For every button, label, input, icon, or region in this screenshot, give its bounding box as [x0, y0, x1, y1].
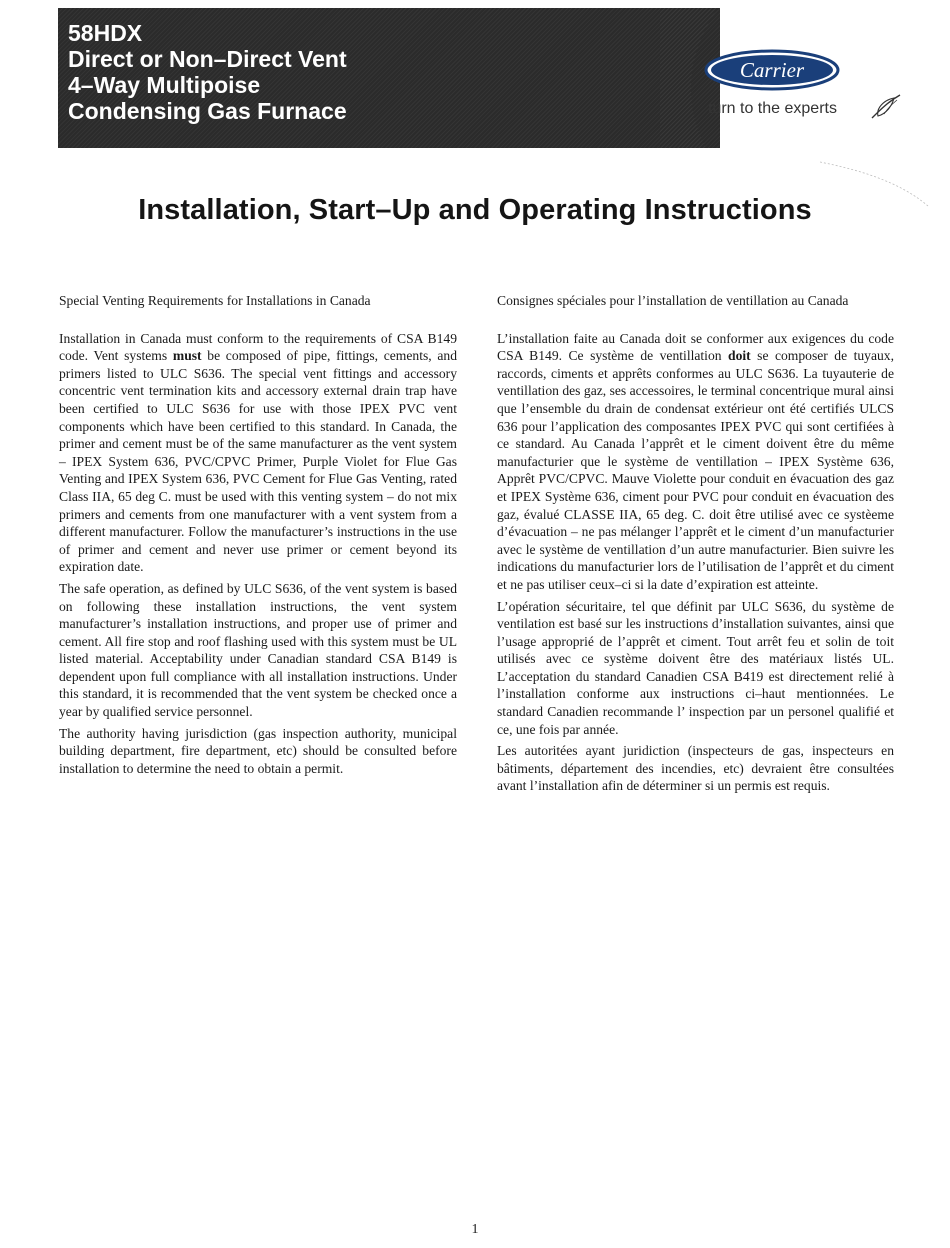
page-number: 1: [471, 1222, 479, 1237]
product-title-block: [68, 20, 347, 124]
french-paragraph-2: L’opération sécuritaire, tel que définit par ULC S636, du système de ventilation est basé sur les instructions d’installation suivantes, ainsi que l’usage approprié de l’apprêt et ciment. Tout arrêt feu et solin de toit utilisés avec ce système doivent être des matériaux listés UL. L’acceptation du standard Canadien CSA B419 est directement relié à l’installation conforme aux instructions ci–haut mentionnées. Le standard Canadien recommande l’ inspection par un personel qualifié et ce, une fois par année.: [497, 598, 894, 737]
english-paragraph-1: [59, 330, 457, 576]
text-span: se composer de tuyaux, raccords, ciments et apprêts conformes au ULC S636. La tuyauterie de ventillation des gaz, ses accessoires, le terminal concentrique mural ainsi que l’ensemble du drain de condensat extérieur ont été certifiés ULCS 636 pour l’application des composantes IPEX PVC qui sont certifiées à ce standard. Au Canada l’apprêt et le ciment doivent être du même manufacturier que le système de ventillation – IPEX Système 636, Apprêt PVC/CPVC. Mauve Violette pour conduit en évacuation des gaz et IPEX Système 636, ciment pour PVC pour conduit en évacuation des gaz, évalué CLASSE IIA, 65 deg. C. doit être utilisé avec ce systèeme d’évacuation – ne pas mélanger l’apprêt et le ciment d’un manufacturier avec le système de ventillation d’un autre manufacturier. Bien suivre les indications du manufacturier lors de l’utilisation de l’apprêt et du ciment et ne pas utiliser ceux–ci si la date d’expiration est atteinte.: [497, 348, 894, 592]
document-title: Installation, Start–Up and Operating Instructions: [138, 194, 812, 226]
leaf-signature-icon: [870, 92, 904, 122]
emphasis-doit: doit: [728, 348, 751, 364]
product-line-4: Condensing Gas Furnace: [68, 98, 347, 124]
english-heading: Special Venting Requirements for Installations in Canada: [59, 293, 371, 308]
french-paragraph-3: Les autoritées ayant juridiction (inspecteurs de gas, inspecteurs en bâtiments, département des incendies, etc) devraient être consultées avant l’installation afin de déterminer si un permis est requis.: [497, 743, 894, 794]
brand-name: Carrier: [739, 58, 805, 82]
model-number: 58HDX: [68, 20, 143, 46]
english-paragraph-3: The authority having jurisdiction (gas inspection authority, municipal building department, fire department, etc) should be consulted before installation to determine the need to obtain a permit.: [59, 725, 457, 776]
emphasis-must: must: [172, 348, 202, 364]
french-paragraph-1: [497, 330, 894, 594]
tagline: turn to the experts: [708, 100, 837, 117]
french-heading: Consignes spéciales pour l’installation de ventillation au Canada: [497, 293, 849, 308]
french-column: [497, 292, 894, 799]
text-span: be composed of pipe, fittings, cements, and primers listed to ULC S636. The special vent fittings and accessory concentric vent termination kits and accessory external drain trap have been certified to ULC S636 for use with those IPEX PVC vent components which have been certified to this standard. In Canada, the primer and cement must be of the same manufacturer as the vent system – IPEX System 636, PVC/CPVC Primer, Purple Violet for Flue Gas Venting and IPEX System 636, PVC Cement for Flue Gas Venting, rated Class IIA, 65 deg C. must be used with this venting system – do not mix primers and cements from one manufacturer with a vent system from a different manufacturer. Follow the manufacturer’s instructions in the use of primer and cement and never use primer or cement beyond its expiration date.: [59, 348, 457, 575]
product-line-2: Direct or Non–Direct Vent: [68, 46, 347, 72]
english-column: [59, 292, 457, 781]
product-line-3: 4–Way Multipoise: [68, 72, 261, 98]
text-span: L’installation faite au Canada doit se conformer aux exigences du code CSA B149. Ce système de ventillation: [497, 330, 894, 364]
english-paragraph-2: The safe operation, as defined by ULC S636, of the vent system is based on following these installation instructions, the vent system manufacturer’s installation instructions, and proper use of primer and cement. All fire stop and roof flashing used with this system must be UL listed material. Acceptability under Canadian standard CSA B149 is dependent upon full compliance with all installation instructions. Under this standard, it is recommended that the vent system be checked once a year by qualified service personnel.: [59, 580, 457, 720]
text-span: Installation in Canada must conform to the requirements of CSA B149 code. Vent systems: [59, 330, 457, 364]
